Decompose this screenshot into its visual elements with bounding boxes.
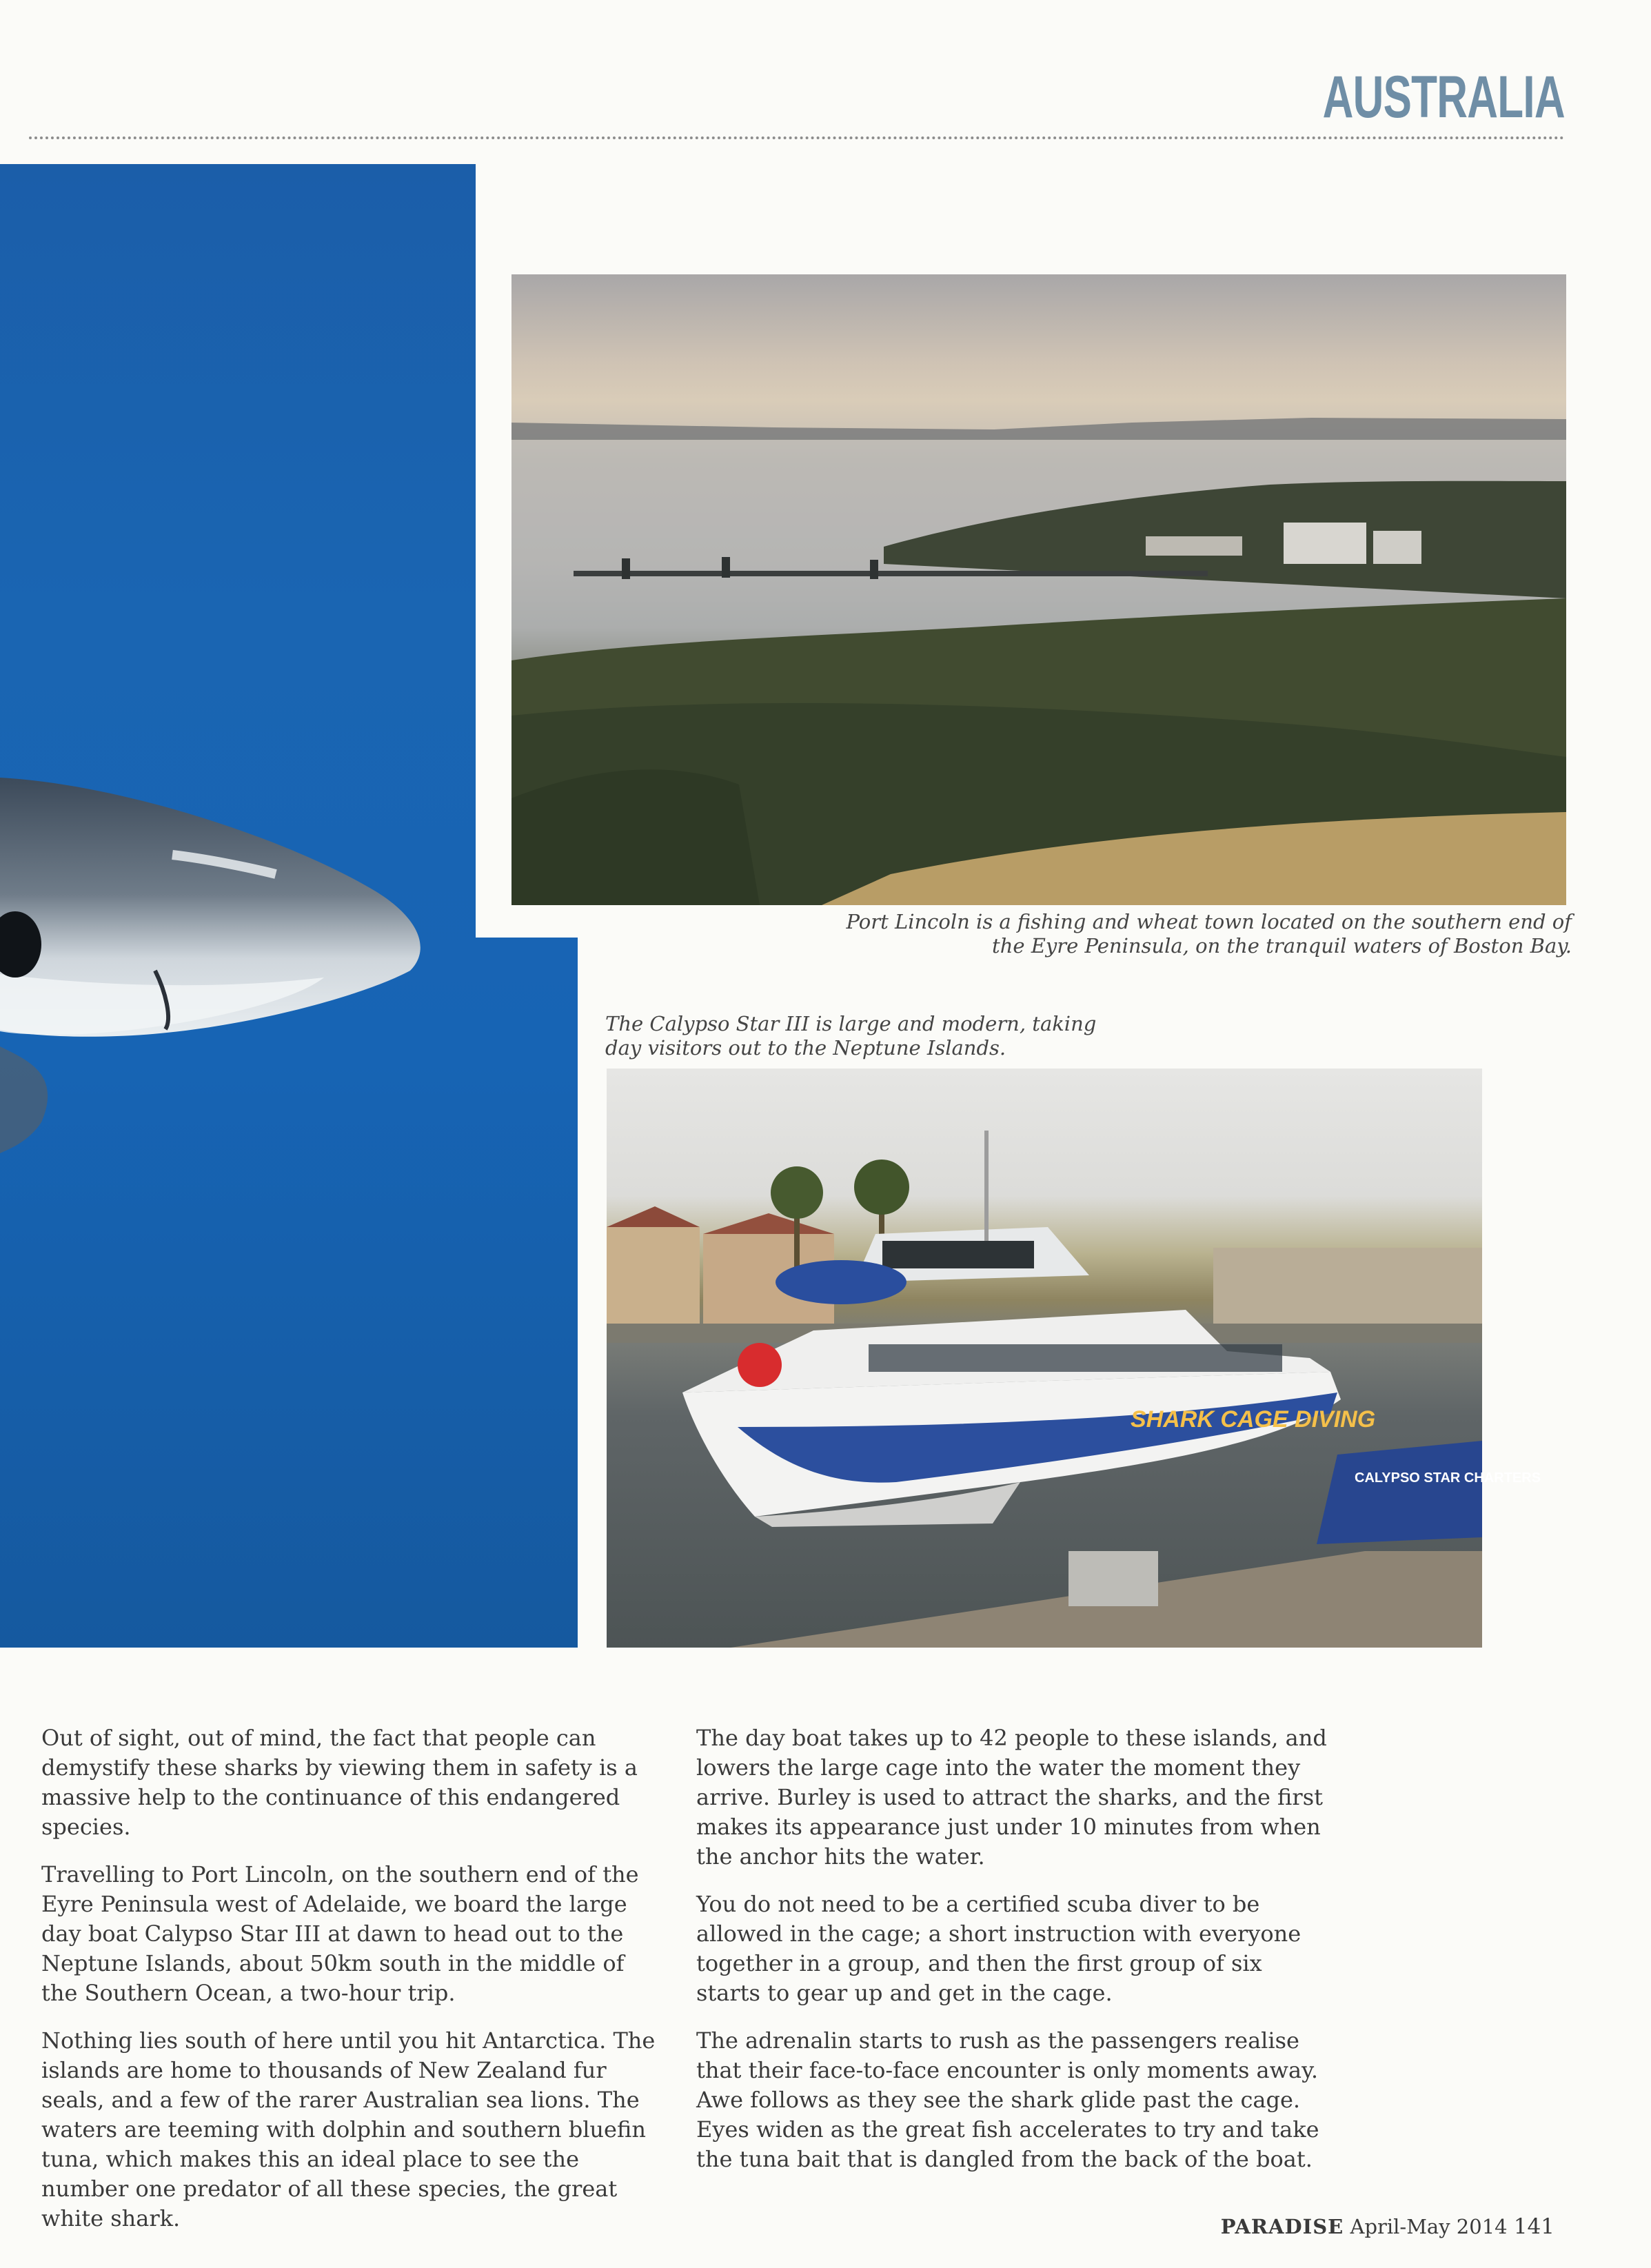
- calypso-star-photo: [607, 1069, 1541, 1648]
- header-divider: [29, 136, 1565, 139]
- article-paragraph: You do not need to be a certified scuba diver to be allowed in the cage; a short instruction with everyone together in a group, and then the first group of six starts to gear up and get in the cage.: [696, 1891, 1301, 2006]
- section-title: AUSTRALIA: [1322, 64, 1565, 130]
- page-footer: [1221, 2214, 1554, 2239]
- article-paragraph: The day boat takes up to 42 people to these islands, and lowers the large cage into the water the moment they arrive. Burley is used to attract the sharks, and the first makes its appearance just under 10 minutes from when the anchor hits the water.: [696, 1725, 1327, 1870]
- page-number: 141: [1513, 2214, 1554, 2239]
- magazine-name: PARADISE: [1220, 2215, 1344, 2238]
- boat-caption: The Calypso Star III is large and modern, taking day visitors out to the Neptune Islands.: [605, 1012, 1097, 1060]
- article-paragraph: The adrenalin starts to rush as the passengers realise that their face-to-face encounter is only moments away. Awe follows as they see the shark glide past the cage. Eyes widen as the great fish accelerates to try and take the tuna bait that is dangled from the back of the boat.: [696, 2027, 1319, 2172]
- article-column-left: [41, 1723, 665, 2251]
- article-paragraph: Nothing lies south of here until you hit Antarctica. The islands are home to thousands of New Zealand fur seals, and a few of the rarer Australian sea lions. The waters are teeming with dolphin and southern bluefin tuna, which makes this an ideal place to see the number one predator of all these species, the great white shark.: [41, 2027, 656, 2231]
- issue-date: April-May 2014: [1350, 2215, 1508, 2238]
- hull-text: SHARK CAGE DIVING: [1131, 1406, 1376, 1432]
- port-lincoln-photo: [511, 274, 1566, 905]
- calypso-star-boat-icon: [607, 1069, 1541, 1648]
- charter-sign: CALYPSO STAR CHARTERS: [1355, 1470, 1541, 1486]
- article-paragraph: Travelling to Port Lincoln, on the southern end of the Eyre Peninsula west of Adelaide, we board the large day boat Calypso Star III at dawn to head out to the Neptune Islands, about 50km south in the middle of the Southern Ocean, a two-hour trip.: [41, 1861, 639, 2006]
- harbor-caption: Port Lincoln is a fishing and wheat town located on the southern end of the Eyre Peninsula, on the tranquil waters of Boston Bay.: [846, 910, 1572, 958]
- article-paragraph: Out of sight, out of mind, the fact that people can demystify these sharks by viewing them in safety is a massive help to the continuance of this endangered species.: [41, 1725, 638, 1840]
- harbor-landscape-icon: [511, 274, 1566, 905]
- article-column-right: [696, 1723, 1330, 2192]
